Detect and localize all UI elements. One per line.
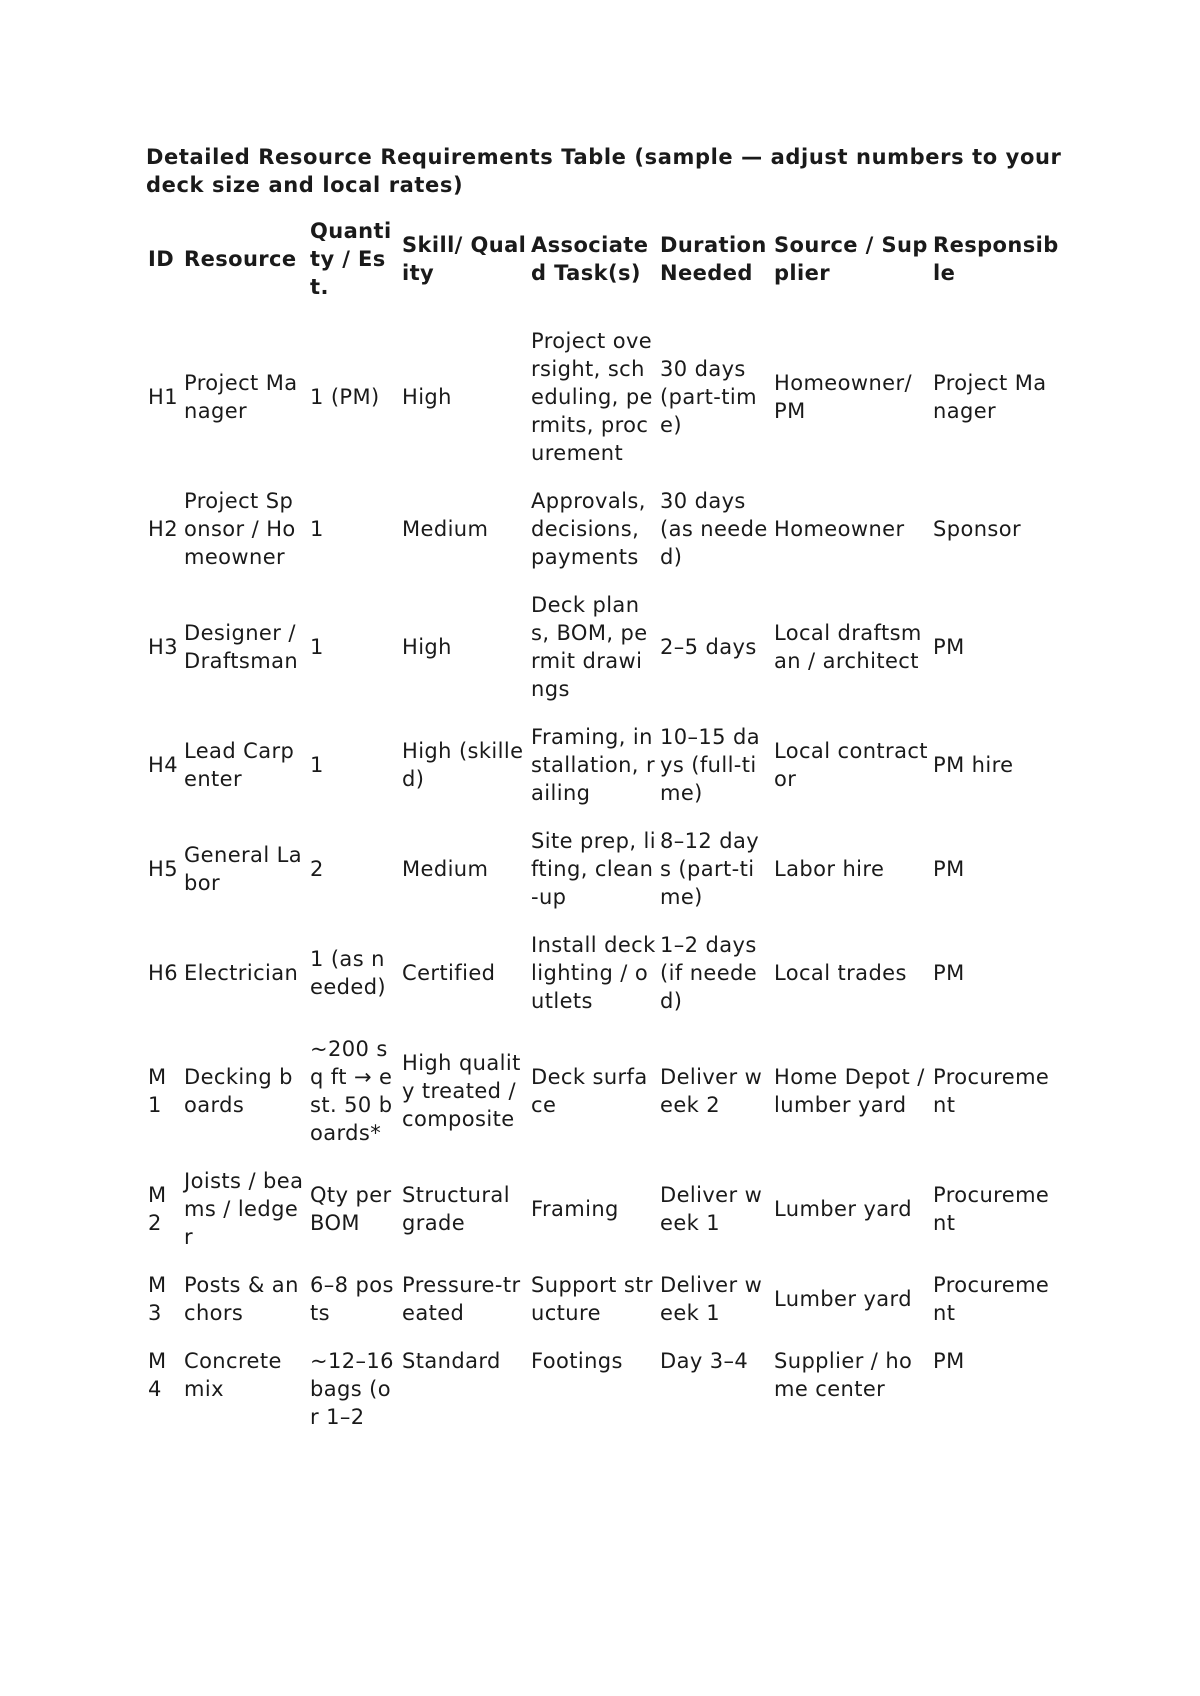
- cell-responsible: PM: [933, 857, 965, 881]
- cell-quantity: ~200 sq ft → est. 50 boards*: [310, 1037, 393, 1145]
- cell-task: Deck plans, BOM, permit drawings: [531, 593, 648, 701]
- cell-id: H3: [148, 635, 178, 659]
- cell-skill: High (skilled): [402, 739, 524, 791]
- cell-responsible: Procurement: [933, 1273, 1050, 1325]
- cell-task: Framing, installation, railing: [531, 725, 655, 805]
- cell-source: Local draftsman / architect: [774, 621, 922, 673]
- header-id: ID: [148, 247, 175, 271]
- cell-resource: Joists / beams / ledger: [184, 1169, 304, 1249]
- cell-source: Homeowner: [774, 517, 905, 541]
- cell-quantity: Qty per BOM: [310, 1183, 392, 1235]
- cell-duration: 2–5 days: [660, 635, 757, 659]
- table-row: [146, 1261, 1061, 1337]
- cell-skill: Standard: [402, 1349, 501, 1373]
- cell-skill: High: [402, 635, 452, 659]
- cell-task: Install deck lighting / outlets: [531, 933, 656, 1013]
- cell-responsible: Sponsor: [933, 517, 1022, 541]
- cell-quantity: 1 (as needed): [310, 947, 387, 999]
- header-resource: Resource: [184, 247, 297, 271]
- cell-resource: Concrete mix: [184, 1349, 282, 1401]
- cell-duration: Deliver week 2: [660, 1065, 763, 1117]
- cell-source: Lumber yard: [774, 1287, 912, 1311]
- cell-id: H1: [148, 385, 178, 409]
- header-skill: Skill/ Quality: [402, 233, 527, 285]
- cell-resource: Electrician: [184, 961, 299, 985]
- cell-source: Homeowner/ PM: [774, 371, 912, 423]
- header-quantity: Quantity / Est.: [310, 219, 392, 299]
- table-row: [146, 921, 1061, 1025]
- cell-resource: Lead Carpenter: [184, 739, 295, 791]
- header-source: Source / Supplier: [774, 233, 928, 285]
- cell-id: H6: [148, 961, 178, 985]
- cell-id: H4: [148, 753, 178, 777]
- cell-responsible: PM: [933, 635, 965, 659]
- cell-id: H5: [148, 857, 178, 881]
- cell-source: Supplier / home center: [774, 1349, 913, 1401]
- document-page: [146, 143, 1066, 1441]
- cell-task: Approvals, decisions, payments: [531, 489, 646, 569]
- cell-source: Local trades: [774, 961, 907, 985]
- cell-resource: Decking boards: [184, 1065, 293, 1117]
- cell-source: Labor hire: [774, 857, 885, 881]
- cell-quantity: 2: [310, 857, 324, 881]
- cell-resource: Project Manager: [184, 371, 298, 423]
- cell-responsible: PM hire: [933, 753, 1014, 777]
- table-header-row: [146, 217, 1061, 317]
- table-row: [146, 817, 1061, 921]
- cell-duration: 30 days (part-time): [660, 357, 757, 437]
- cell-id: M3: [148, 1273, 167, 1325]
- header-task: Associated Task(s): [531, 233, 649, 285]
- cell-quantity: ~12–16 bags (or 1–2: [310, 1349, 394, 1429]
- document-title: Detailed Resource Requirements Table (sample — adjust numbers to your deck size and local rates): [146, 145, 1062, 197]
- cell-resource: Posts & anchors: [184, 1273, 299, 1325]
- cell-id: M4: [148, 1349, 167, 1401]
- cell-duration: Deliver week 1: [660, 1273, 763, 1325]
- cell-task: Footings: [531, 1349, 623, 1373]
- cell-responsible: PM: [933, 961, 965, 985]
- cell-resource: General Labor: [184, 843, 303, 895]
- cell-source: Lumber yard: [774, 1197, 912, 1221]
- cell-resource: Designer / Draftsman: [184, 621, 299, 673]
- table-row: [146, 581, 1061, 713]
- cell-duration: 8–12 days (part-time): [660, 829, 760, 909]
- cell-id: H2: [148, 517, 178, 541]
- cell-skill: Pressure-treated: [402, 1273, 521, 1325]
- cell-quantity: 1: [310, 635, 324, 659]
- cell-skill: High quality treated / composite: [402, 1051, 521, 1131]
- cell-id: M1: [148, 1065, 167, 1117]
- table-row: [146, 1337, 1061, 1441]
- cell-quantity: 6–8 posts: [310, 1273, 394, 1325]
- cell-duration: Deliver week 1: [660, 1183, 763, 1235]
- table-row: [146, 713, 1061, 817]
- resource-requirements-table: [146, 217, 1061, 1441]
- cell-responsible: Project Manager: [933, 371, 1047, 423]
- cell-skill: Structural grade: [402, 1183, 510, 1235]
- cell-task: Site prep, lifting, clean-up: [531, 829, 656, 909]
- cell-skill: Certified: [402, 961, 496, 985]
- table-row: [146, 317, 1061, 477]
- table-row: [146, 1157, 1061, 1261]
- cell-source: Home Depot / lumber yard: [774, 1065, 925, 1117]
- cell-duration: 10–15 days (full-time): [660, 725, 761, 805]
- cell-responsible: PM: [933, 1349, 965, 1373]
- cell-source: Local contractor: [774, 739, 928, 791]
- cell-resource: Project Sponsor / Homeowner: [184, 489, 296, 569]
- cell-duration: Day 3–4: [660, 1349, 749, 1373]
- cell-task: Support structure: [531, 1273, 653, 1325]
- table-row: [146, 1025, 1061, 1157]
- cell-skill: Medium: [402, 857, 489, 881]
- cell-responsible: Procurement: [933, 1065, 1050, 1117]
- cell-id: M2: [148, 1183, 167, 1235]
- cell-task: Project oversight, scheduling, permits, procurement: [531, 329, 653, 465]
- cell-skill: High: [402, 385, 452, 409]
- cell-skill: Medium: [402, 517, 489, 541]
- cell-task: Framing: [531, 1197, 619, 1221]
- cell-quantity: 1: [310, 517, 324, 541]
- cell-responsible: Procurement: [933, 1183, 1050, 1235]
- header-responsible: Responsible: [933, 233, 1059, 285]
- cell-task: Deck surface: [531, 1065, 648, 1117]
- table-row: [146, 477, 1061, 581]
- header-duration: Duration Needed: [660, 233, 767, 285]
- cell-quantity: 1: [310, 753, 324, 777]
- cell-duration: 1–2 days (if needed): [660, 933, 758, 1013]
- cell-quantity: 1 (PM): [310, 385, 380, 409]
- cell-duration: 30 days (as needed): [660, 489, 768, 569]
